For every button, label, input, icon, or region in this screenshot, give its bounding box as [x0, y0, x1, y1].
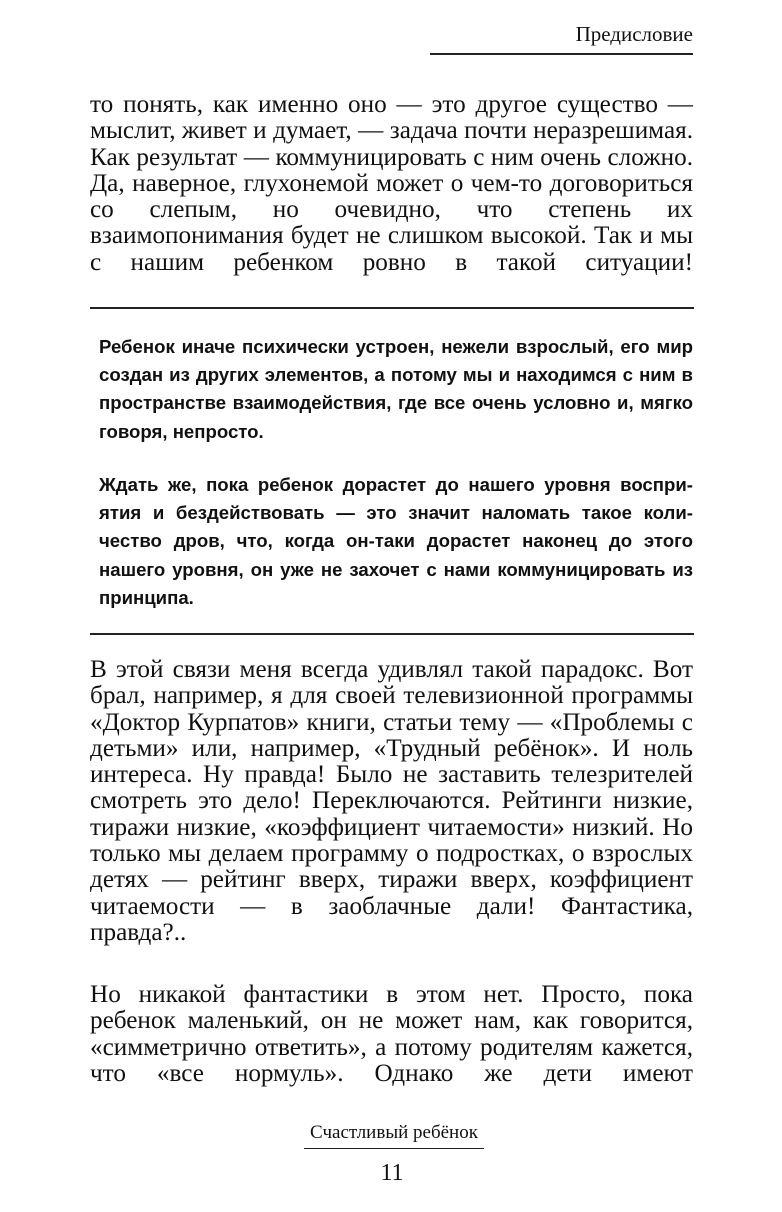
- callout-paragraph-second: Ждать же, пока ребенок дорастет до нашего уровня восприятия и бездействовать — это значит наломать такое количество дров, что, когда он-таки дорастет наконец до этого нашего уровня, он уже не захочет с нами коммуницировать из принципа.: [99, 474, 693, 608]
- callout-paragraph-first: Ребенок иначе психически устроен, нежели взрослый, его мир создан из других элементов, а потому мы и находимся с ним в пространстве взаимодействия, где все очень условно и, мягко говоря, непросто.: [99, 336, 693, 442]
- book-title: [304, 1122, 484, 1149]
- callout-bottom-rule: [90, 633, 694, 635]
- section-title: Предисловие: [575, 22, 693, 46]
- paragraph-conclusion: Но никакой фантастики в этом нет. Просто, пока ребенок маленький, он не может нам, как говорится, «симметрично ответить», а потому родителям кажется, что «все нормуль». Однако же дети имеют: [90, 981, 693, 1087]
- paragraph-intro: то понять, как именно оно — это другое существо — мыслит, живет и думает, — задача почти неразрешимая. Как результат — коммуницировать с ним очень сложно. Да, наверное, глухонемой может о чем-то договориться со слепым, но очевидно, что степень их взаимопонимания будет не слишком высокой. Так и мы с нашим ребенком ровно в такой ситуации!: [90, 91, 693, 276]
- callout-top-rule: [90, 307, 694, 309]
- running-head: [430, 22, 693, 55]
- book-title-text: Счастливый ребёнок: [310, 1122, 478, 1143]
- paragraph-paradox: В этой связи меня всегда удивлял такой парадокс. Вот брал, например, я для своей телевизионной программы «Доктор Курпатов» книги, статьи тему — «Проблемы с детьми» или, например, «Трудный ребёнок». И ноль интереса. Ну правда! Было не заставить телезрителей смотреть это дело! Переключаются. Рейтинги низкие, тиражи низкие, «коэффициент читаемости» низкий. Но только мы делаем программу о подростках, о взрослых детях — рейтинг вверх, тиражи вверх, коэффициент читаемости — в заоблачные дали! Фантастика, правда?..: [90, 656, 693, 946]
- page-number: 11: [380, 1160, 404, 1186]
